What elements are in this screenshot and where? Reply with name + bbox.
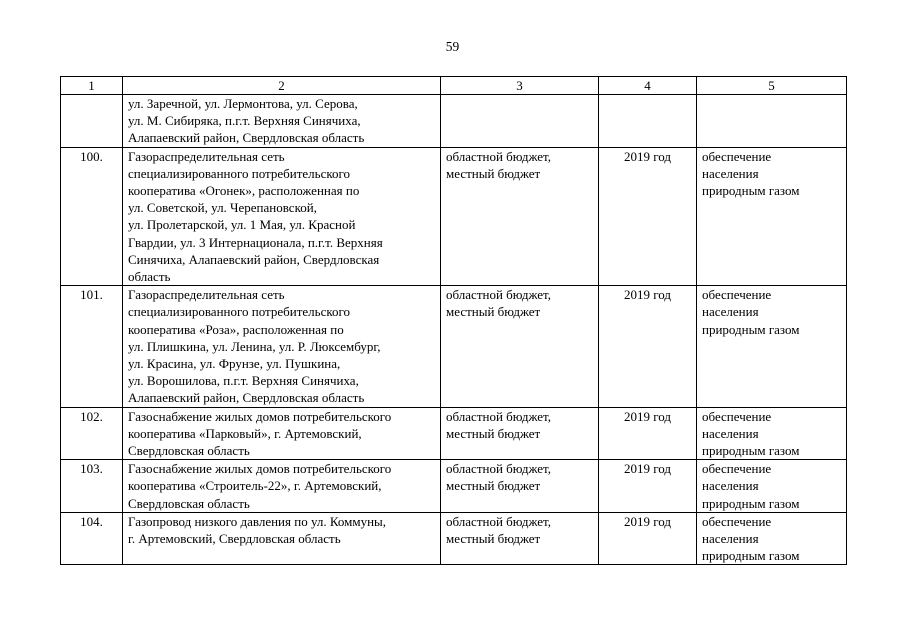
object-name-line: г. Артемовский, Свердловская область bbox=[128, 531, 341, 547]
funding-source-line: областной бюджет, bbox=[446, 148, 551, 164]
row-number-cell: 102. bbox=[61, 407, 123, 460]
table-header-row bbox=[61, 77, 847, 95]
object-name-cell bbox=[123, 147, 441, 286]
row-number-cell: 104. bbox=[61, 512, 123, 565]
object-name-line: Свердловская область bbox=[128, 443, 250, 459]
funding-source-line: местный бюджет bbox=[446, 165, 541, 181]
purpose-cell bbox=[697, 286, 847, 407]
funding-source-cell bbox=[441, 407, 599, 460]
funding-source-cell bbox=[441, 147, 599, 286]
column-header-2: 2 bbox=[123, 77, 441, 95]
object-name-cell bbox=[123, 512, 441, 565]
object-name-line: Газопровод низкого давления по ул. Коммуны, bbox=[128, 513, 387, 529]
object-name-line: специализированного потребительского bbox=[128, 165, 351, 181]
purpose-line: обеспечение bbox=[702, 287, 772, 303]
funding-source-line: областной бюджет, bbox=[446, 513, 551, 529]
purpose-cell bbox=[697, 95, 847, 148]
funding-source-cell bbox=[441, 286, 599, 407]
year-cell: 2019 год bbox=[599, 512, 697, 565]
funding-source-line: местный бюджет bbox=[446, 304, 541, 320]
object-name-cell bbox=[123, 286, 441, 407]
purpose-line: населения bbox=[702, 478, 759, 494]
object-name-line: Свердловская область bbox=[128, 495, 250, 511]
purpose-line: обеспечение bbox=[702, 513, 772, 529]
purpose-cell bbox=[697, 460, 847, 513]
purpose-line: обеспечение bbox=[702, 408, 772, 424]
object-name-line: ул. Советской, ул. Черепановской, bbox=[128, 200, 317, 216]
purpose-cell bbox=[697, 512, 847, 565]
column-header-4: 4 bbox=[599, 77, 697, 95]
year-cell bbox=[599, 95, 697, 148]
row-number-cell: 103. bbox=[61, 460, 123, 513]
column-header-3: 3 bbox=[441, 77, 599, 95]
object-name-cell bbox=[123, 407, 441, 460]
object-name-line: Газораспределительная сеть bbox=[128, 148, 285, 164]
object-name-line: ул. Ворошилова, п.г.т. Верхняя Синячиха, bbox=[128, 373, 359, 389]
object-name-line: кооператива «Строитель-22», г. Артемовский, bbox=[128, 478, 382, 494]
table-row bbox=[61, 95, 847, 148]
purpose-line: природным газом bbox=[702, 443, 800, 459]
object-name-line: ул. Красина, ул. Фрунзе, ул. Пушкина, bbox=[128, 356, 341, 372]
purpose-line: населения bbox=[702, 304, 759, 320]
object-name-line: ул. М. Сибиряка, п.г.т. Верхняя Синячиха, bbox=[128, 113, 361, 129]
object-name-line: ул. Пролетарской, ул. 1 Мая, ул. Красной bbox=[128, 217, 356, 233]
purpose-line: обеспечение bbox=[702, 148, 772, 164]
purpose-line: населения bbox=[702, 531, 759, 547]
purpose-line: природным газом bbox=[702, 183, 800, 199]
year-cell: 2019 год bbox=[599, 147, 697, 286]
page-number: 59 bbox=[445, 39, 460, 54]
purpose-line: природным газом bbox=[702, 548, 800, 564]
funding-source-cell bbox=[441, 95, 599, 148]
object-name-cell bbox=[123, 95, 441, 148]
object-name-line: ул. Заречной, ул. Лермонтова, ул. Серова, bbox=[128, 96, 358, 111]
purpose-cell bbox=[697, 147, 847, 286]
funding-source-line: областной бюджет, bbox=[446, 408, 551, 424]
purpose-line: населения bbox=[702, 425, 759, 441]
object-name-line: кооператива «Огонек», расположенная по bbox=[128, 183, 360, 199]
object-name-line: ул. Плишкина, ул. Ленина, ул. Р. Люксембург, bbox=[128, 338, 381, 354]
object-name-line: Синячиха, Алапаевский район, Свердловская bbox=[128, 251, 380, 267]
object-name-line: кооператива «Парковый», г. Артемовский, bbox=[128, 425, 362, 441]
object-name-line: Газоснабжение жилых домов потребительского bbox=[128, 461, 392, 477]
purpose-cell bbox=[697, 407, 847, 460]
object-name-line: Алапаевский район, Свердловская область bbox=[128, 130, 365, 146]
table-row bbox=[61, 286, 847, 407]
object-name-line: специализированного потребительского bbox=[128, 304, 351, 320]
purpose-line: обеспечение bbox=[702, 461, 772, 477]
funding-source-cell bbox=[441, 460, 599, 513]
funding-source-line: областной бюджет, bbox=[446, 287, 551, 303]
funding-source-cell bbox=[441, 512, 599, 565]
row-number-cell bbox=[61, 95, 123, 148]
object-name-line: Газораспределительная сеть bbox=[128, 287, 285, 303]
year-cell: 2019 год bbox=[599, 460, 697, 513]
object-name-line: кооператива «Роза», расположенная по bbox=[128, 321, 344, 337]
purpose-line: природным газом bbox=[702, 321, 800, 337]
object-name-line: область bbox=[128, 269, 171, 285]
year-cell: 2019 год bbox=[599, 286, 697, 407]
table-row bbox=[61, 147, 847, 286]
purpose-line: природным газом bbox=[702, 495, 800, 511]
table-row bbox=[61, 460, 847, 513]
table-row bbox=[61, 407, 847, 460]
funding-source-line: местный бюджет bbox=[446, 531, 541, 547]
object-name-line: Газоснабжение жилых домов потребительского bbox=[128, 408, 392, 424]
object-name-cell bbox=[123, 460, 441, 513]
object-name-line: Алапаевский район, Свердловская область bbox=[128, 390, 365, 406]
object-name-line: Гвардии, ул. 3 Интернационала, п.г.т. Верхняя bbox=[128, 234, 383, 250]
funding-source-line: местный бюджет bbox=[446, 425, 541, 441]
column-header-5: 5 bbox=[697, 77, 847, 95]
program-table bbox=[60, 76, 847, 565]
purpose-line: населения bbox=[702, 165, 759, 181]
column-header-1: 1 bbox=[61, 77, 123, 95]
funding-source-line: местный бюджет bbox=[446, 478, 541, 494]
row-number-cell: 100. bbox=[61, 147, 123, 286]
year-cell: 2019 год bbox=[599, 407, 697, 460]
row-number-cell: 101. bbox=[61, 286, 123, 407]
table-row bbox=[61, 512, 847, 565]
funding-source-line: областной бюджет, bbox=[446, 461, 551, 477]
